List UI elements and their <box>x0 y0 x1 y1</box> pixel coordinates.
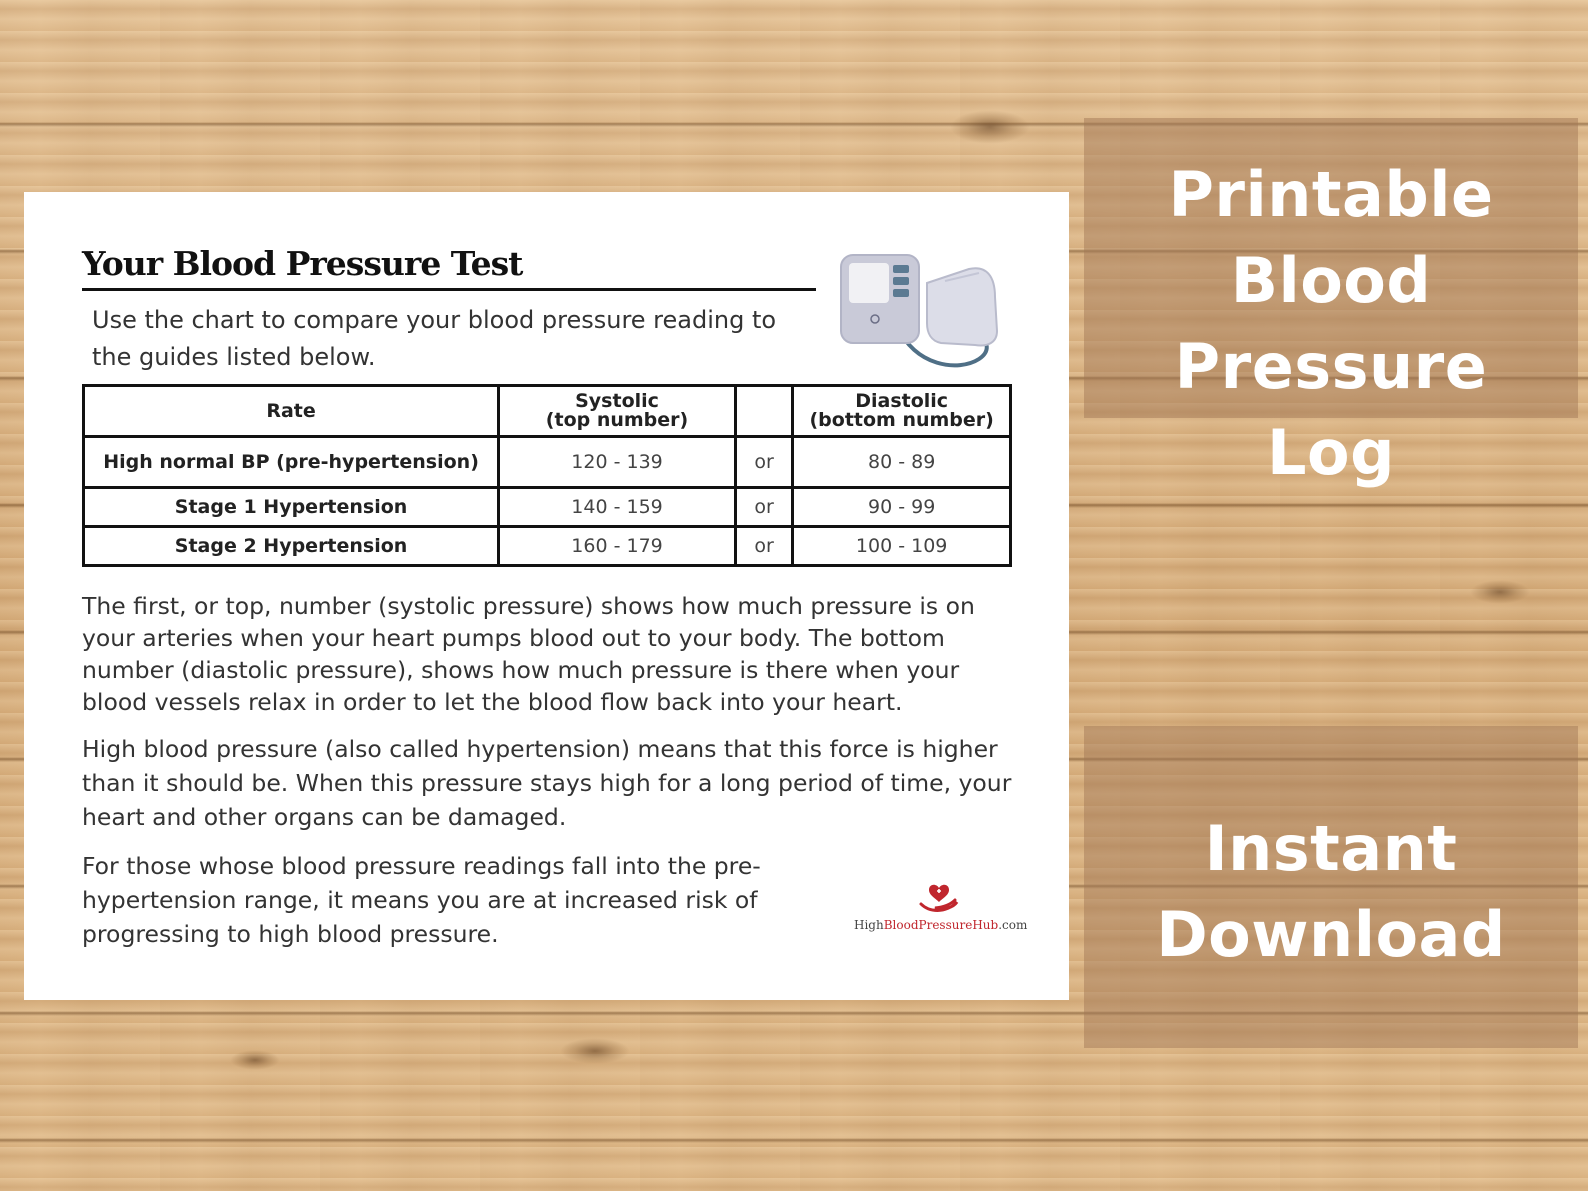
logo-text-bloodpressure: BloodPressure <box>883 918 973 932</box>
site-logo <box>854 882 1028 942</box>
printable-log-banner <box>1084 118 1578 489</box>
systolic-cell: 120 - 139 <box>499 437 736 488</box>
or-cell: or <box>735 488 792 527</box>
header-diastolic <box>793 386 1011 437</box>
table-row <box>84 527 1011 566</box>
banner-line: Download <box>1156 898 1506 971</box>
header-systolic-sub: (top number) <box>545 409 689 431</box>
or-cell: or <box>735 527 792 566</box>
table-row <box>84 488 1011 527</box>
blood-pressure-sheet <box>24 192 1069 1000</box>
logo-text-com: .com <box>998 918 1028 932</box>
title-underline <box>82 288 816 291</box>
header-systolic-label: Systolic <box>575 390 659 412</box>
table-row <box>84 437 1011 488</box>
systolic-cell: 160 - 179 <box>499 527 736 566</box>
header-systolic <box>499 386 736 437</box>
header-diastolic-sub: (bottom number) <box>809 409 994 431</box>
paragraph-pre-hypertension: For those whose blood pressure readings fall into the pre-hypertension range, it means you are at increased risk of progressing to high blood pressure. <box>82 852 761 948</box>
banner-line: Blood Pressure <box>1174 244 1488 403</box>
systolic-cell: 140 - 159 <box>499 488 736 527</box>
paragraph-systolic-diastolic: The first, or top, number (systolic pressure) shows how much pressure is on your arteries when your heart pumps blood out to your body. The bottom number (diastolic pressure), shows how much pressure is there when your blood vessels relax in order to let the blood flow back into your heart. <box>82 592 975 716</box>
wood-knot <box>1470 580 1530 604</box>
rate-cell: Stage 1 Hypertension <box>84 488 499 527</box>
banner-line: Log <box>1267 416 1395 489</box>
banner-line: Printable <box>1168 158 1494 231</box>
sheet-title: Your Blood Pressure Test <box>82 244 523 283</box>
header-blank <box>735 386 792 437</box>
blood-pressure-monitor-icon <box>819 247 1029 372</box>
logo-text-hub: Hub <box>972 918 999 932</box>
paragraph-hypertension: High blood pressure (also called hypertension) means that this force is higher than it should be. When this pressure stays high for a long period of time, your heart and other organs can be damaged. <box>82 735 1012 831</box>
instant-download-banner <box>1084 726 1578 1048</box>
bp-rate-table <box>82 384 1012 567</box>
table-header-row <box>84 386 1011 437</box>
rate-cell: High normal BP (pre-hypertension) <box>84 437 499 488</box>
intro-text: Use the chart to compare your blood pressure reading to the guides listed below. <box>92 306 777 371</box>
heart-hand-logo-icon <box>917 882 961 916</box>
header-rate: Rate <box>84 386 499 437</box>
or-cell: or <box>735 437 792 488</box>
logo-text-high: High <box>854 918 884 932</box>
rate-cell: Stage 2 Hypertension <box>84 527 499 566</box>
diastolic-cell: 100 - 109 <box>793 527 1011 566</box>
banner-line: Instant <box>1204 812 1458 885</box>
diastolic-cell: 80 - 89 <box>793 437 1011 488</box>
header-diastolic-label: Diastolic <box>855 390 949 412</box>
wood-knot <box>230 1050 280 1070</box>
logo-text <box>854 918 1028 932</box>
wood-knot <box>950 110 1030 144</box>
diastolic-cell: 90 - 99 <box>793 488 1011 527</box>
wood-knot <box>560 1038 630 1064</box>
